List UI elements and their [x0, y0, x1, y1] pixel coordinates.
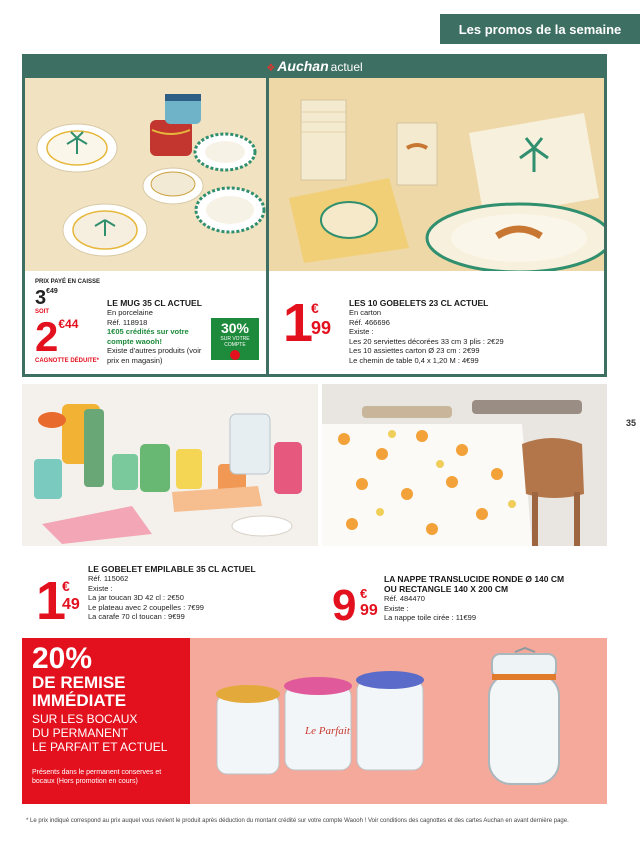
mug-tableware-illustration [25, 78, 266, 271]
section-header-title: Les promos de la semaine [458, 21, 622, 37]
page-number: 35 [625, 418, 636, 428]
promo-subline-1: SUR LES BOCAUX [32, 712, 138, 726]
promo-percent: 20% [32, 642, 93, 675]
cagnotte-label: CAGNOTTE DÉDUITE* [35, 358, 100, 364]
paid-at-checkout-label: PRIX PAYÉ EN CAISSE [35, 279, 101, 285]
legal-footnote: * Le prix indiqué correspond au prix auquel vous revient le produit après déduction du montant crédité sur votre compte Waooh ! Voir conditions des cagnottes et des cartes Auchan en avant dernière page. [26, 818, 569, 824]
promo-note: Présents dans le permanent conserves et bocaux (Hors promotion en cours) [32, 769, 162, 785]
brand-suffix: actuel [330, 60, 363, 74]
goblet-title: LE GOBELET EMPILABLE 35 CL ACTUEL [88, 564, 256, 574]
cups-napkins-photo [269, 78, 604, 271]
goblet-ref: Réf. 115062 [88, 574, 129, 583]
brand-name: Auchan [277, 58, 329, 74]
mug-net-price-cents: €44 [58, 317, 79, 331]
auchan-actuel-frame [22, 54, 607, 377]
cups-price-cents: 99 [311, 318, 332, 338]
brand-logo [22, 58, 607, 76]
cups-material: En carton [349, 308, 382, 317]
section-header-banner [440, 14, 640, 44]
mug-title: LE MUG 35 CL ACTUEL [107, 298, 202, 308]
product-panel-mug [25, 78, 266, 374]
cups-price-euro: € [311, 300, 319, 316]
product-panel-tablecloth [322, 384, 607, 632]
goblet-option-2: Le plateau avec 2 coupelles : 7€99 [88, 602, 204, 612]
goblets-toucan-illustration [22, 384, 318, 546]
tablecloth-price-euro: € [360, 586, 368, 601]
tablecloth-existe: Existe : [384, 603, 409, 613]
goblet-existe: Existe : [88, 583, 113, 593]
mug-paid-price-cents: €49 [46, 287, 58, 295]
jars-brand-label: Le Parfait [305, 725, 350, 737]
goblet-price-euro: € [62, 578, 70, 594]
promo-headline-1: DE REMISE [32, 673, 126, 692]
cups-ref: Réf. 466696 [349, 317, 390, 327]
waooh-30pct-badge [211, 318, 259, 360]
jars-promo-offer [22, 638, 190, 804]
tablecloth-price-cents: 99 [360, 602, 378, 619]
jars-illustration [197, 644, 607, 800]
mug-ref: Réf. 118918 [107, 317, 148, 327]
tablecloth-option-1: La nappe toile cirée : 11€99 [384, 613, 477, 622]
cups-price [283, 293, 353, 356]
badge-text: SUR VOTRE COMPTE [220, 336, 250, 348]
auchan-bird-icon: ❖ [266, 63, 276, 74]
goblet-price [36, 571, 96, 634]
promo-subline-3: LE PARFAIT ET ACTUEL [32, 740, 168, 754]
cups-price-int: 1 [283, 293, 312, 353]
goblet-option-1: La jar toucan 3D 42 cl : 2€50 [88, 593, 184, 602]
tablecloth-price [332, 581, 386, 634]
cups-title: LES 10 GOBELETS 23 CL ACTUEL [349, 298, 489, 308]
cups-napkins-illustration [269, 78, 604, 271]
mug-paid-price-int: 3 [35, 286, 47, 309]
mug-credit-text: 1€05 crédités sur votre compte waooh! [107, 327, 189, 346]
cups-option-1: Les 20 serviettes décorées 33 cm 3 plis : 2€29 [349, 336, 504, 346]
mug-net-price-int: 2 [35, 313, 59, 360]
goblet-price-cents: 49 [62, 596, 80, 613]
tablecloth-ref: Réf. 484470 [384, 594, 425, 603]
tablecloth-title-line-1: LA NAPPE TRANSLUCIDE RONDE Ø 140 CM [384, 574, 565, 584]
tablecloth-illustration [322, 384, 607, 546]
promo-subline-2: DU PERMANENT [32, 726, 129, 740]
waooh-icon [230, 350, 240, 360]
cups-option-3: Le chemin de table 0,4 x 1,20 M : 4€99 [349, 355, 479, 365]
promo-headline-2: IMMÉDIATE [32, 691, 127, 710]
badge-percent: 30% [220, 320, 250, 336]
tablecloth-price-int: 9 [332, 581, 357, 630]
tablecloth-title-line-2: OU RECTANGLE 140 X 200 CM [384, 584, 509, 594]
mug-material: En porcelaine [107, 308, 153, 317]
product-panel-goblet [22, 384, 318, 632]
cups-option-2: Les 10 assiettes carton Ø 23 cm : 2€99 [349, 346, 480, 355]
mug-more-products: Existe d'autres produits (voir prix en magasin) [107, 346, 202, 365]
goblets-toucan-photo [22, 384, 318, 546]
tablecloth-photo [322, 384, 607, 546]
goblet-option-3: La carafe 70 cl toucan : 9€99 [88, 612, 185, 621]
jars-promo-block [22, 638, 607, 804]
soit-label: SOIT [35, 308, 50, 315]
product-panel-cups [269, 78, 604, 374]
goblet-price-int: 1 [36, 571, 65, 631]
cups-existe: Existe : [349, 327, 374, 336]
mug-tableware-photo [25, 78, 266, 271]
